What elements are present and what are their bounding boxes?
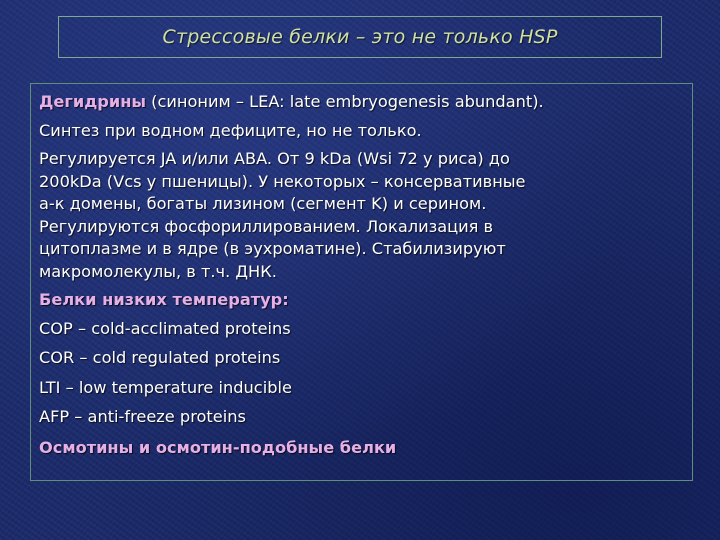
dehydrins-heading: Дегидрины bbox=[39, 92, 147, 111]
list-item: AFP – anti-freeze proteins bbox=[39, 407, 246, 426]
slide-title: Стрессовые белки – это не только HSP bbox=[162, 26, 558, 48]
list-item: COP – cold-acclimated proteins bbox=[39, 318, 291, 338]
list-item: LTI – low temperature inducible bbox=[39, 377, 292, 397]
list-item: COR – cold regulated proteins bbox=[39, 348, 281, 367]
dehydrins-intro bbox=[39, 91, 684, 114]
content-frame bbox=[30, 83, 693, 481]
osmotins-heading: Осмотины и осмотин-подобные белки bbox=[39, 437, 397, 457]
dehydrins-synonym: (синоним – LEA: late embryogenesis abundant). bbox=[146, 92, 544, 111]
dehydrins-description: Регулируется JA и/или ABA. От 9 kDa (Wsi 72 у риса) до 200kDa (Vcs у пшеницы). У некоторых – консервативные а-к домены, богаты лизином (сегмент K) и серином. Регулируются фосфориллированием. Локализация в цитоплазме и в ядре (в эухроматине). Стабилизируют макромолекулы, в т.ч. ДНК. bbox=[39, 149, 526, 281]
low-temperature-proteins-heading: Белки низких температур: bbox=[39, 290, 289, 309]
dehydrins-synthesis: Синтез при водном дефиците, но не только. bbox=[39, 120, 422, 140]
title-frame bbox=[58, 16, 662, 58]
